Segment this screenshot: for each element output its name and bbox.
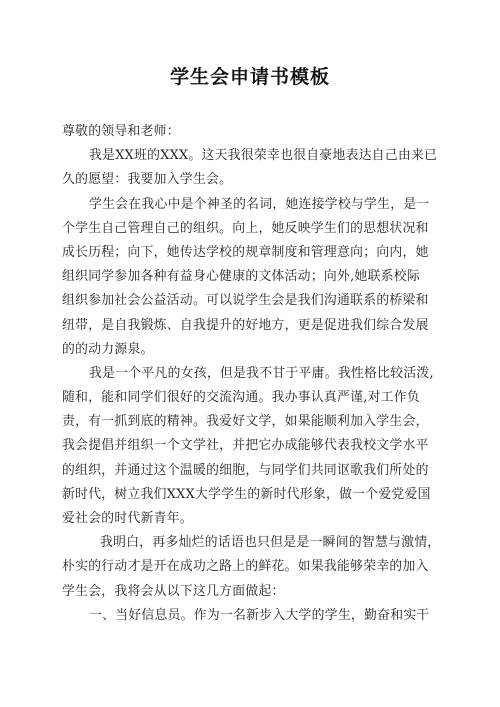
paragraph-line: 爱社会的时代新青年。: [62, 511, 193, 526]
paragraph-line: 久的愿望：我要加入学生会。: [62, 172, 233, 188]
paragraph-line: 我是一个平凡的女孩，但是我不甘于平庸。我性格比较活泼,: [89, 365, 434, 381]
paragraph-line: 个学生自己管理自己的组织。向上，她反映学生们的思想状况和: [62, 220, 429, 236]
paragraph-line: 一、当好信息员。作为一名新步入大学的学生，勤奋和实干: [89, 607, 430, 623]
paragraph-line: 成长历程；向下，她传达学校的规章制度和管理意向；向内，她: [62, 244, 429, 260]
paragraph-line: 的组织，并通过这个温暖的细胞，与同学们共同讴歌我们所处的: [62, 462, 429, 478]
paragraph-line: 随和，能和同学们很好的交流沟通。我办事认真严谨,对工作负: [62, 390, 420, 406]
paragraph-line: 责，有一抓到底的精神。我爱好文学，如果能顺利加入学生会，: [62, 414, 429, 430]
paragraph-line: 组织参加社会公益活动。可以说学生会是我们沟通联系的桥梁和: [62, 293, 429, 309]
paragraph-line: 学生会，我将会从以下这几方面做起：: [62, 583, 285, 599]
page-title: 学生会申请书模板: [169, 66, 330, 88]
paragraph-line: 纽带，是自我锻炼、自我提升的好地方，更是促进我们综合发展: [62, 317, 429, 333]
paragraph-line: 新时代，树立我们XXX大学学生的新时代形象，做一个爱党爱国: [62, 486, 431, 502]
paragraph-line: 学生会在我心中是个神圣的名词，她连接学校与学生，是一: [89, 196, 430, 212]
paragraph-line: 的的动力源泉。: [62, 341, 154, 357]
document-body: [62, 120, 441, 628]
paragraph-line: 我是XX班的XXX。这天我很荣幸也很自豪地表达自己由来已: [89, 148, 438, 164]
salutation-line: 尊敬的领导和老师：: [62, 124, 180, 139]
paragraph-line: 我明白，再多灿烂的话语也只但是是一瞬间的智慧与激情，: [100, 535, 441, 551]
paragraph-line: 我会提倡并组织一个文学社，并把它办成能够代表我校文学水平: [62, 438, 429, 454]
paragraph-line: 组织同学参加各种有益身心健康的文体活动；向外,她联系校际: [62, 269, 420, 285]
paragraph-line: 朴实的行动才是开在成功之路上的鲜花。如果我能够荣幸的加入: [62, 559, 429, 575]
